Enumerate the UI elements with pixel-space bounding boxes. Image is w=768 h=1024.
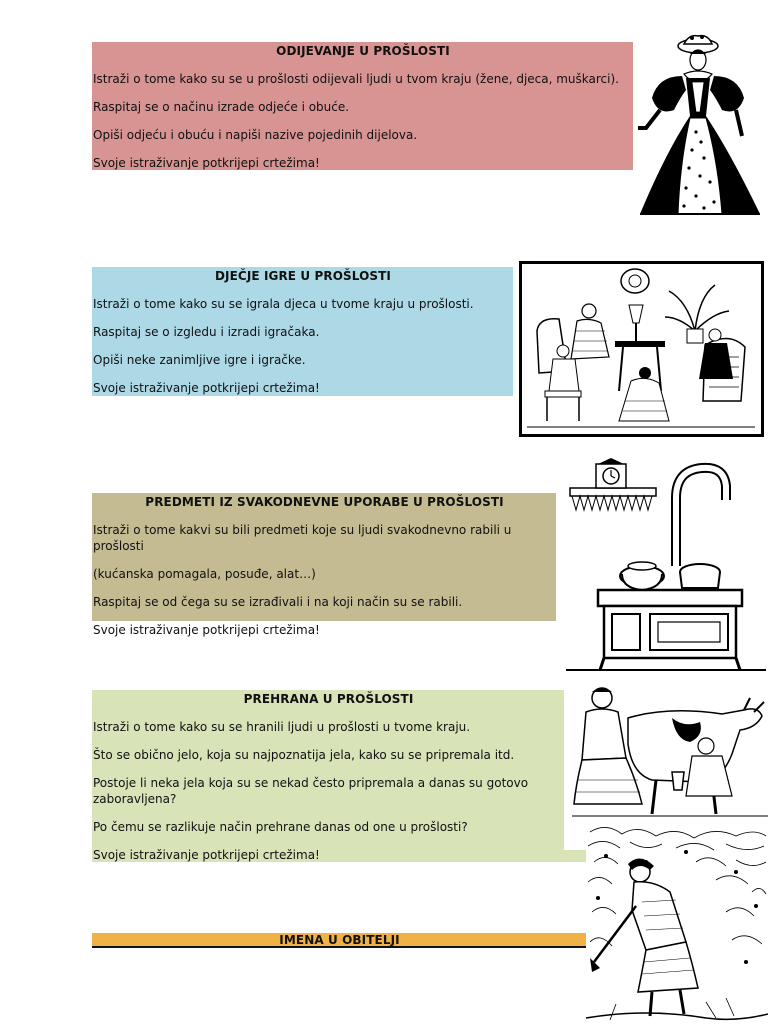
section-childrens-games (92, 267, 513, 396)
section-line: Istraži o tome kako su se igrala djeca u tvome kraju u prošlosti. (93, 297, 474, 311)
section-line: Istraži o tome kako su se u prošlosti odijevali ljudi u tvom kraju (žene, djeca, muškarci). (93, 72, 619, 86)
section-line: Postoje li neka jela koja su se nekad često pripremala a danas su gotovo zaboravljena? (93, 776, 529, 806)
section-line: Raspitaj se o načinu izrade odjeće i obuće. (93, 100, 350, 114)
section-line: Što se obično jelo, koja su najpoznatija jela, kako su se pripremala itd. (93, 748, 515, 762)
milking-cow-illustration (572, 684, 768, 822)
section-line: Opiši neke zanimljive igre i igračke. (93, 353, 306, 367)
victorian-woman-illustration (634, 32, 768, 222)
section-title: DJEČJE IGRE U PROŠLOSTI (214, 269, 391, 283)
section-line: Svoje istraživanje potkrijepi crtežima! (93, 156, 320, 170)
section-line: Raspitaj se od čega su se izrađivali i na koji način su se rabili. (93, 595, 463, 609)
section-line: Istraži o tome kakvi su bili predmeti koje su ljudi svakodnevno rabili u prošlosti (93, 523, 512, 553)
stove-clock-illustration (566, 458, 766, 674)
section-title: PREDMETI IZ SVAKODNEVNE UPORABE U PROŠLOSTI (145, 495, 504, 509)
section-food (92, 690, 564, 862)
section-family-names (92, 933, 586, 948)
section-line: Po čemu se razlikuje način prehrane danas od one u prošlosti? (93, 820, 468, 834)
section-background-extension (564, 850, 586, 862)
section-line: Istraži o tome kako su se hranili ljudi u prošlosti u tvome kraju. (93, 720, 471, 734)
section-clothing (92, 42, 633, 170)
girl-field-illustration (586, 822, 768, 1024)
section-line: Opiši odjeću i obuću i napiši nazive pojedinih dijelova. (93, 128, 418, 142)
section-title: IMENA U OBITELJI (279, 933, 400, 947)
section-line: (kućanska pomagala, posuđe, alat…) (93, 567, 316, 581)
children-parlour-illustration (519, 261, 764, 437)
section-title: PREHRANA U PROŠLOSTI (243, 692, 414, 706)
section-line: Svoje istraživanje potkrijepi crtežima! (93, 623, 320, 637)
section-line: Svoje istraživanje potkrijepi crtežima! (93, 381, 320, 395)
section-everyday-objects (92, 493, 556, 637)
section-line: Svoje istraživanje potkrijepi crtežima! (93, 848, 320, 862)
section-title: ODIJEVANJE U PROŠLOSTI (276, 44, 450, 58)
section-line: Raspitaj se o izgledu i izradi igračaka. (93, 325, 320, 339)
